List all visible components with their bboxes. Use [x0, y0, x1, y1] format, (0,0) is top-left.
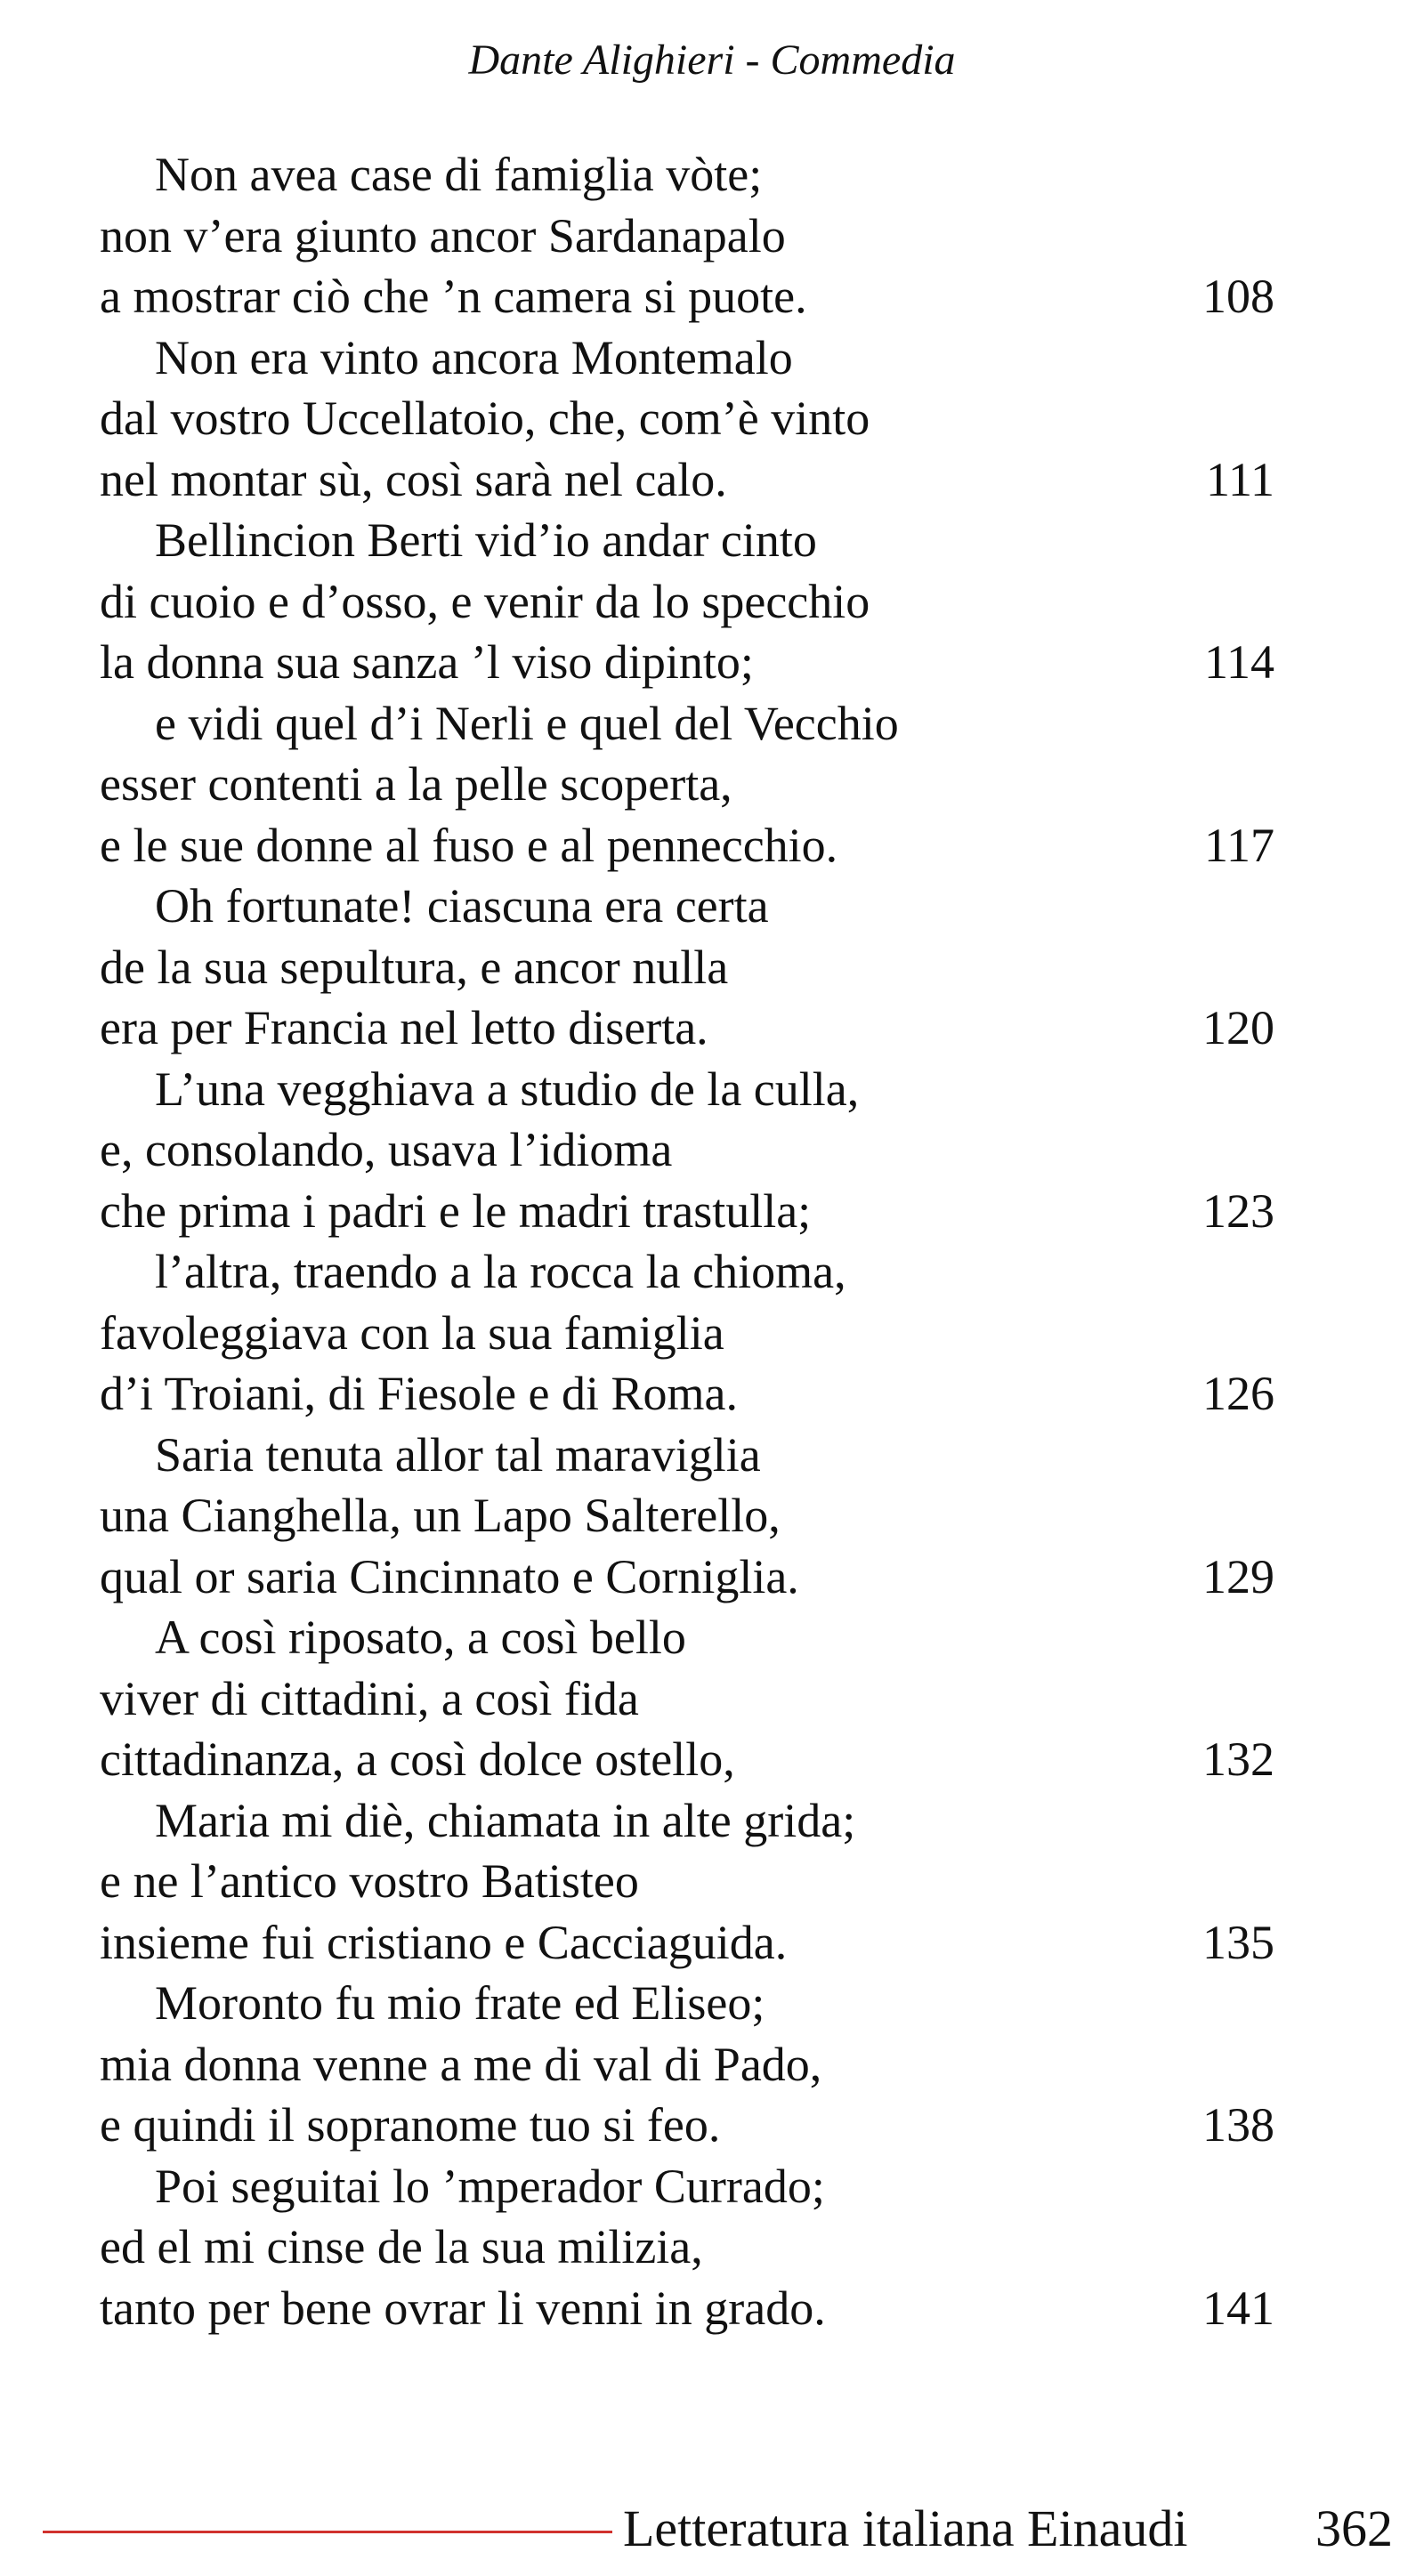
verse-text: d’i Troiani, di Fiesole e di Roma. — [100, 1367, 739, 1420]
verse-line — [100, 693, 1274, 755]
verse-line — [100, 1119, 1274, 1181]
verse-text: tanto per bene ovrar li venni in grado. — [100, 2281, 826, 2335]
verse-line — [100, 1973, 1274, 2034]
verse-line — [100, 1912, 1274, 1974]
verse-line — [100, 1181, 1274, 1242]
verse-text: Non avea case di famiglia vòte; — [155, 148, 763, 201]
verse-line — [100, 1607, 1274, 1668]
verse-text: Oh fortunate! ciascuna era certa — [155, 879, 769, 933]
verse-text: nel montar sù, così sarà nel calo. — [100, 452, 727, 506]
verse-text: favoleggiava con la sua famiglia — [100, 1305, 724, 1360]
verse-line — [100, 449, 1274, 511]
verse-line-number: 120 — [1202, 1001, 1274, 1054]
verse-line — [100, 632, 1274, 693]
verse-line — [100, 937, 1274, 998]
verse-text: Poi seguitai lo ’mperador Currado; — [155, 2159, 825, 2213]
verse-text: e quindi il sopranome tuo si feo. — [100, 2098, 721, 2152]
verse-text: esser contenti a la pelle scoperta, — [100, 757, 732, 811]
verse-text: cittadinanza, a così dolce ostello, — [100, 1732, 735, 1786]
verse-line — [100, 266, 1274, 327]
verse-line-number: 114 — [1204, 635, 1274, 689]
verse-text: l’altra, traendo a la rocca la chioma, — [155, 1245, 846, 1298]
verse-line-number: 141 — [1202, 2281, 1274, 2335]
verse-text: dal vostro Uccellatoio, che, com’è vinto — [100, 392, 870, 445]
verse-line-number: 123 — [1202, 1183, 1274, 1238]
verse-text: Moronto fu mio frate ed Eliseo; — [155, 1976, 765, 2030]
verse-text: la donna sua sanza ’l viso dipinto; — [100, 635, 754, 689]
verse-text: viver di cittadini, a così fida — [100, 1671, 639, 1725]
verse-text: a mostrar ciò che ’n camera si puote. — [100, 270, 807, 323]
verse-line — [100, 2278, 1274, 2339]
footer-imprint: Letteratura italiana Einaudi — [623, 2499, 1188, 2557]
verse-line — [100, 1303, 1274, 1364]
verse-line — [100, 1485, 1274, 1546]
verse-block — [100, 144, 1274, 2338]
verse-text: de la sua sepultura, e ancor nulla — [100, 940, 729, 994]
verse-text: e vidi quel d’i Nerli e quel del Vecchio — [155, 696, 899, 750]
verse-text: e le sue donne al fuso e al pennecchio. — [100, 818, 838, 872]
verse-text: A così riposato, a così bello — [155, 1611, 686, 1664]
verse-text: Bellincion Berti vid’io andar cinto — [155, 513, 817, 567]
footer-rule — [43, 2531, 612, 2533]
verse-line — [100, 2034, 1274, 2096]
verse-line-number: 132 — [1202, 1732, 1274, 1786]
verse-text: che prima i padri e le madri trastulla; — [100, 1183, 812, 1238]
verse-line — [100, 1241, 1274, 1303]
verse-text: insieme fui cristiano e Cacciaguida. — [100, 1915, 788, 1969]
verse-text: Maria mi diè, chiamata in alte grida; — [155, 1793, 856, 1847]
verse-text: una Cianghella, un Lapo Salterello, — [100, 1489, 781, 1542]
verse-line — [100, 815, 1274, 876]
verse-line — [100, 388, 1274, 449]
verse-line — [100, 2095, 1274, 2156]
verse-line — [100, 997, 1274, 1059]
verse-line-number: 108 — [1202, 270, 1274, 323]
verse-line-number: 138 — [1202, 2098, 1274, 2152]
verse-line — [100, 754, 1274, 815]
verse-line-number: 129 — [1202, 1549, 1274, 1603]
verse-text: non v’era giunto ancor Sardanapalo — [100, 208, 786, 262]
verse-line — [100, 1059, 1274, 1120]
verse-text: qual or saria Cincinnato e Corniglia. — [100, 1549, 799, 1603]
verse-line-number: 117 — [1204, 818, 1274, 872]
verse-line — [100, 2156, 1274, 2217]
verse-text: Non era vinto ancora Montemalo — [155, 330, 793, 384]
verse-line-number: 135 — [1202, 1915, 1274, 1969]
verse-text: e ne l’antico vostro Batisteo — [100, 1854, 639, 1908]
verse-line — [100, 144, 1274, 206]
verse-line — [100, 1851, 1274, 1912]
verse-line — [100, 1790, 1274, 1852]
verse-line — [100, 1729, 1274, 1790]
verse-line — [100, 876, 1274, 937]
verse-text: era per Francia nel letto diserta. — [100, 1001, 708, 1054]
verse-text: ed el mi cinse de la sua milizia, — [100, 2220, 703, 2273]
verse-line — [100, 327, 1274, 389]
verse-text: Saria tenuta allor tal maraviglia — [155, 1427, 761, 1482]
verse-line — [100, 571, 1274, 633]
verse-line — [100, 1363, 1274, 1425]
verse-line — [100, 2217, 1274, 2278]
verse-text: mia donna venne a me di val di Pado, — [100, 2037, 822, 2091]
running-header: Dante Alighieri - Commedia — [468, 36, 956, 84]
verse-line-number: 111 — [1206, 452, 1274, 506]
verse-text: di cuoio e d’osso, e venir da lo specchio — [100, 574, 870, 628]
verse-line-number: 126 — [1202, 1367, 1274, 1420]
verse-line — [100, 510, 1274, 571]
verse-line — [100, 1425, 1274, 1486]
verse-text: L’una vegghiava a studio de la culla, — [155, 1062, 860, 1116]
verse-line — [100, 1546, 1274, 1608]
verse-line — [100, 206, 1274, 267]
verse-line — [100, 1668, 1274, 1730]
verse-text: e, consolando, usava l’idioma — [100, 1123, 673, 1176]
page-number: 362 — [1315, 2499, 1393, 2557]
